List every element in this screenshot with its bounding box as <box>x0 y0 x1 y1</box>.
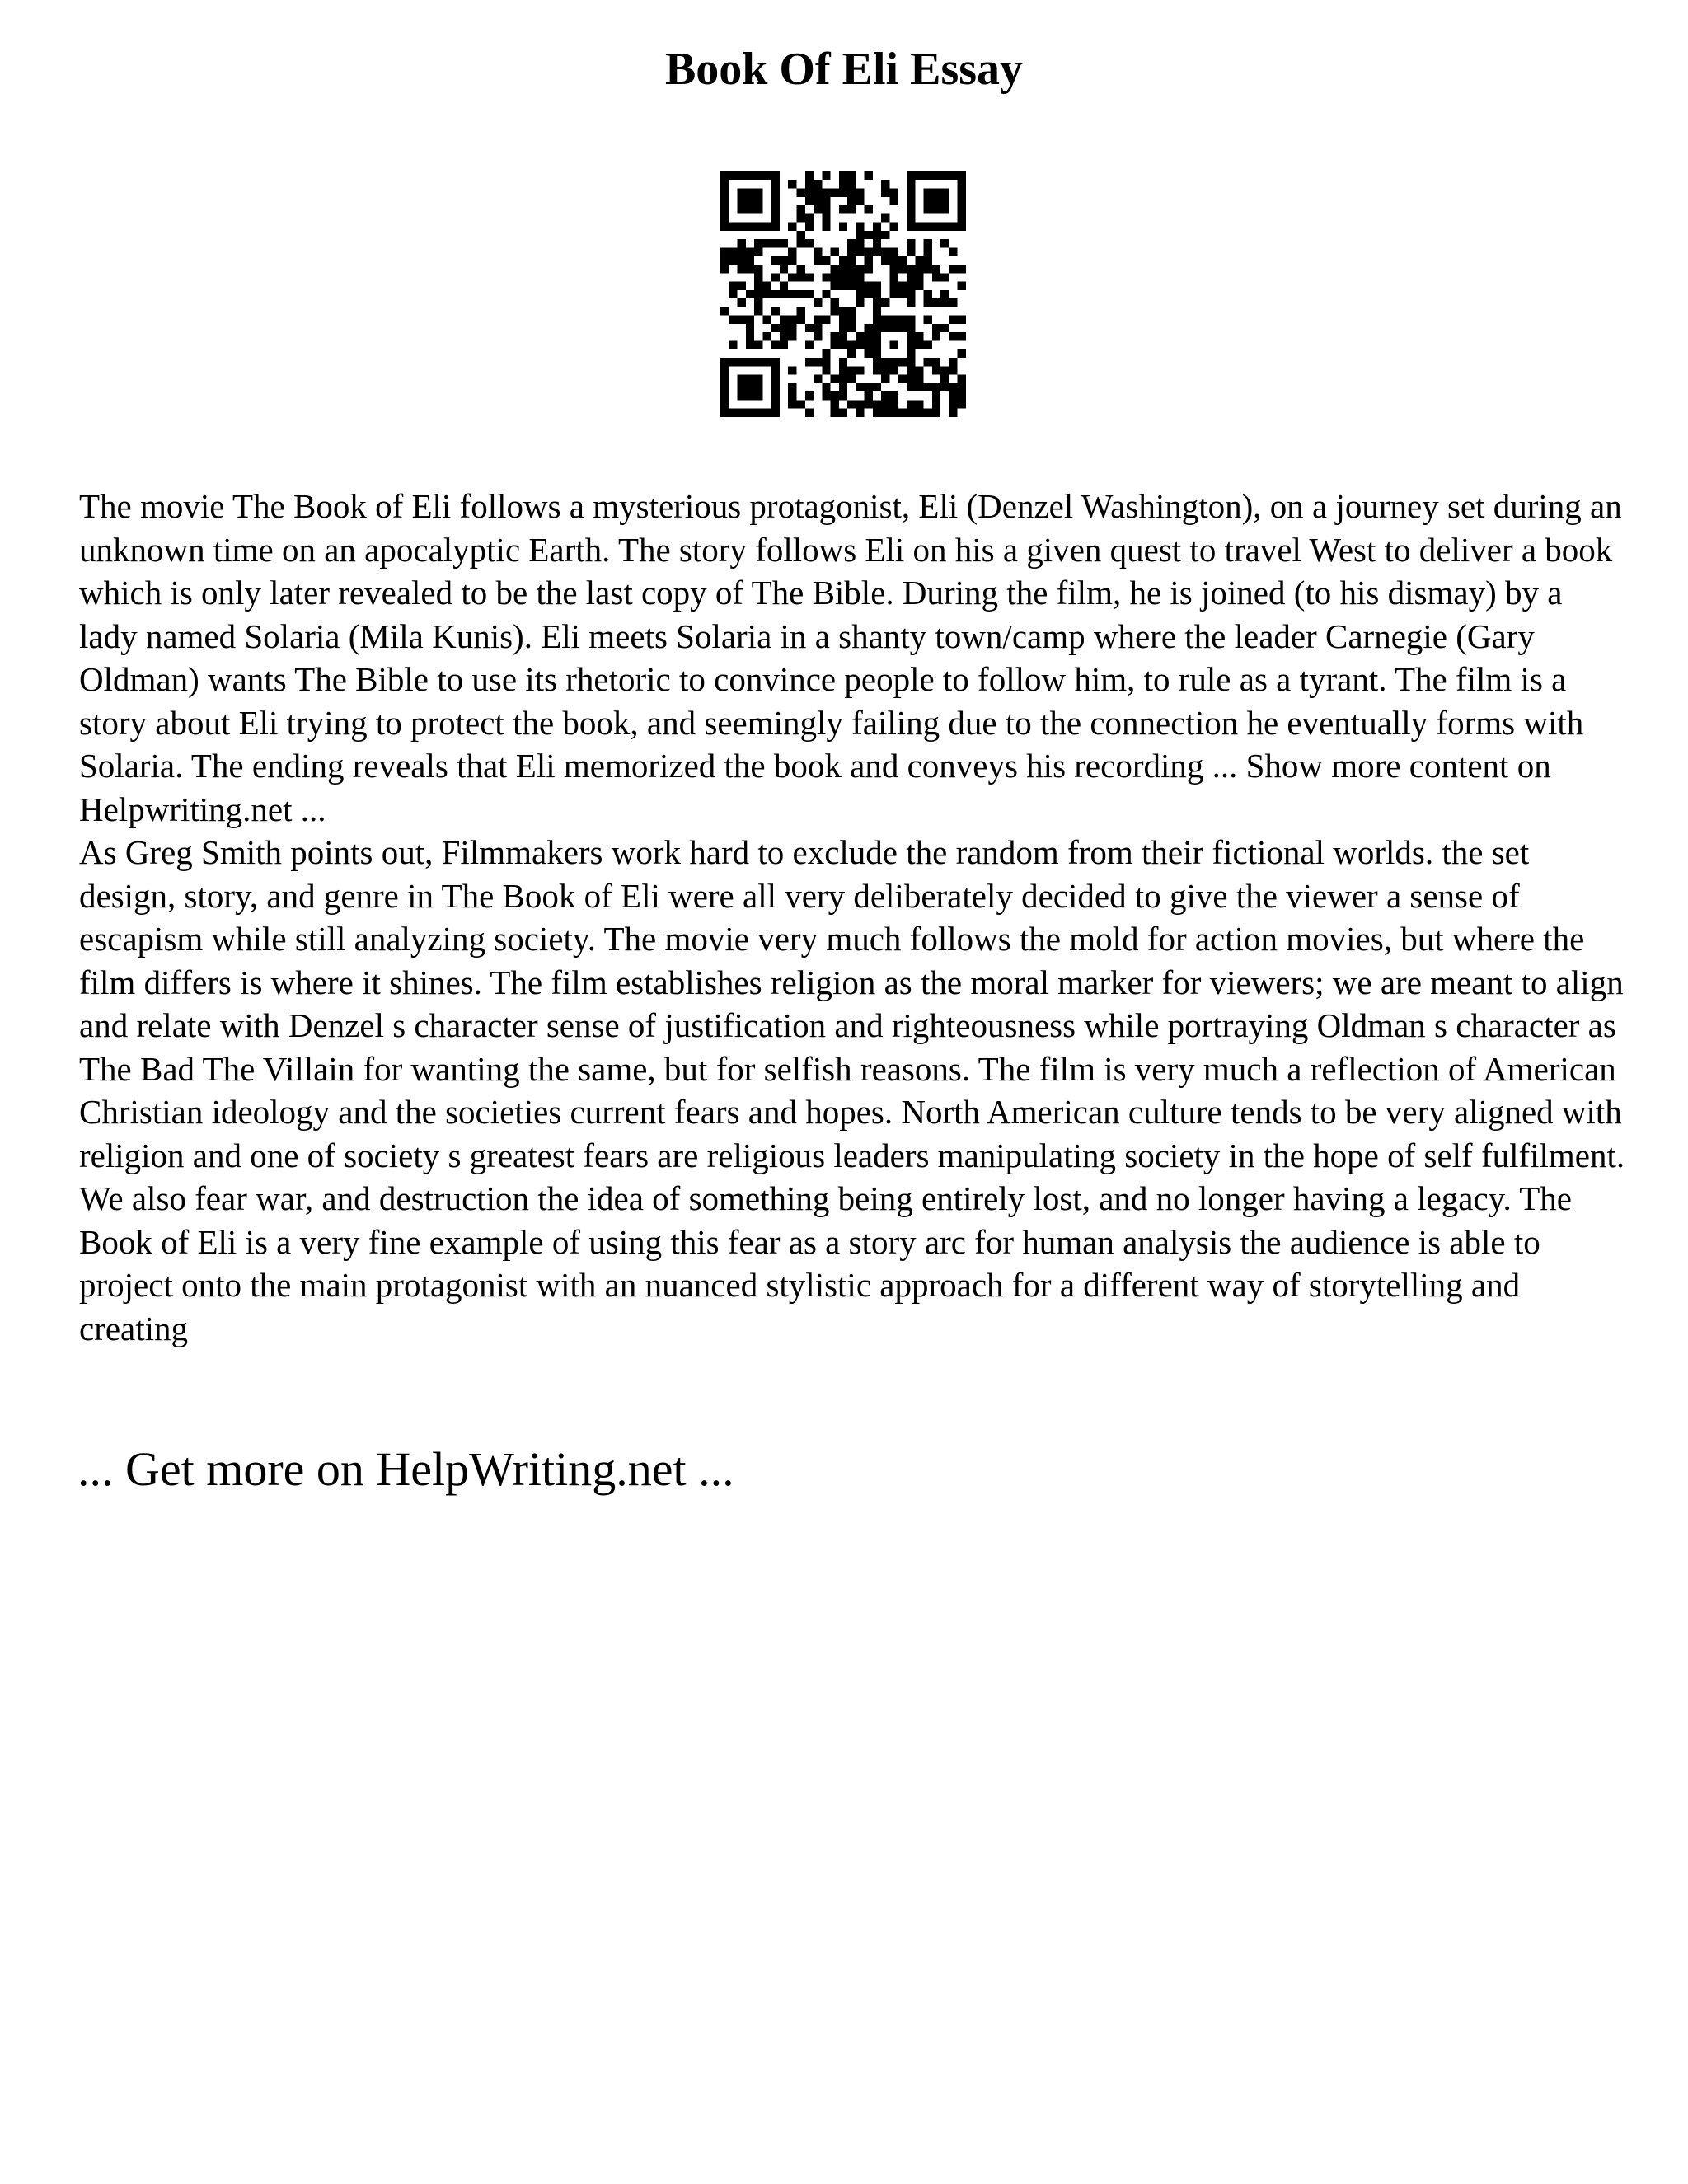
get-more-link[interactable]: ... Get more on HelpWriting.net ... <box>77 1442 734 1496</box>
essay-paragraph: The movie The Book of Eli follows a mysterious protagonist, Eli (Denzel Washington), on a journey set during an unknown time on an apocalyptic Earth. The story follows Eli on his a given quest to travel West to deliver a book which is only later revealed to be the last copy of The Bible. During the film, he is joined (to his dismay) by a lady named Solaria (Mila Kunis). Eli meets Solaria in a shanty town/camp where the leader Carnegie (Gary Oldman) wants The Bible to use its rhetoric to convince people to follow him, to rule as a tyrant. The film is a story about Eli trying to protect the book, and seemingly failing due to the connection he eventually forms with Solaria. The ending reveals that Eli memorized the book and conveys his recording ... Show more content on Helpwriting.net ... <box>79 487 1622 828</box>
qr-code-graphic <box>720 171 966 417</box>
essay-body <box>79 485 1629 1350</box>
essay-paragraph: As Greg Smith points out, Filmmakers work hard to exclude the random from their fictional worlds. the set design, story, and genre in The Book of Eli were all very deliberately decided to give the viewer a sense of escapism while still analyzing society. The movie very much follows the mold for action movies, but where the film differs is where it shines. The film establishes religion as the moral marker for viewers; we are meant to align and relate with Denzel s character sense of justification and righteousness while portraying Oldman s character as The Bad The Villain for wanting the same, but for selfish reasons. The film is very much a reflection of American Christian ideology and the societies current fears and hopes. North American culture tends to be very aligned with religion and one of society s greatest fears are religious leaders manipulating society in the hope of self fulfilment. We also fear war, and destruction the idea of something being entirely lost, and no longer having a legacy. The Book of Eli is a very fine example of using this fear as a story arc for human analysis the audience is able to project onto the main protagonist with an nuanced stylistic approach for a different way of storytelling and creating <box>79 833 1625 1347</box>
document-title: Book Of Eli Essay <box>664 44 1024 95</box>
qr-code-icon <box>720 171 966 417</box>
